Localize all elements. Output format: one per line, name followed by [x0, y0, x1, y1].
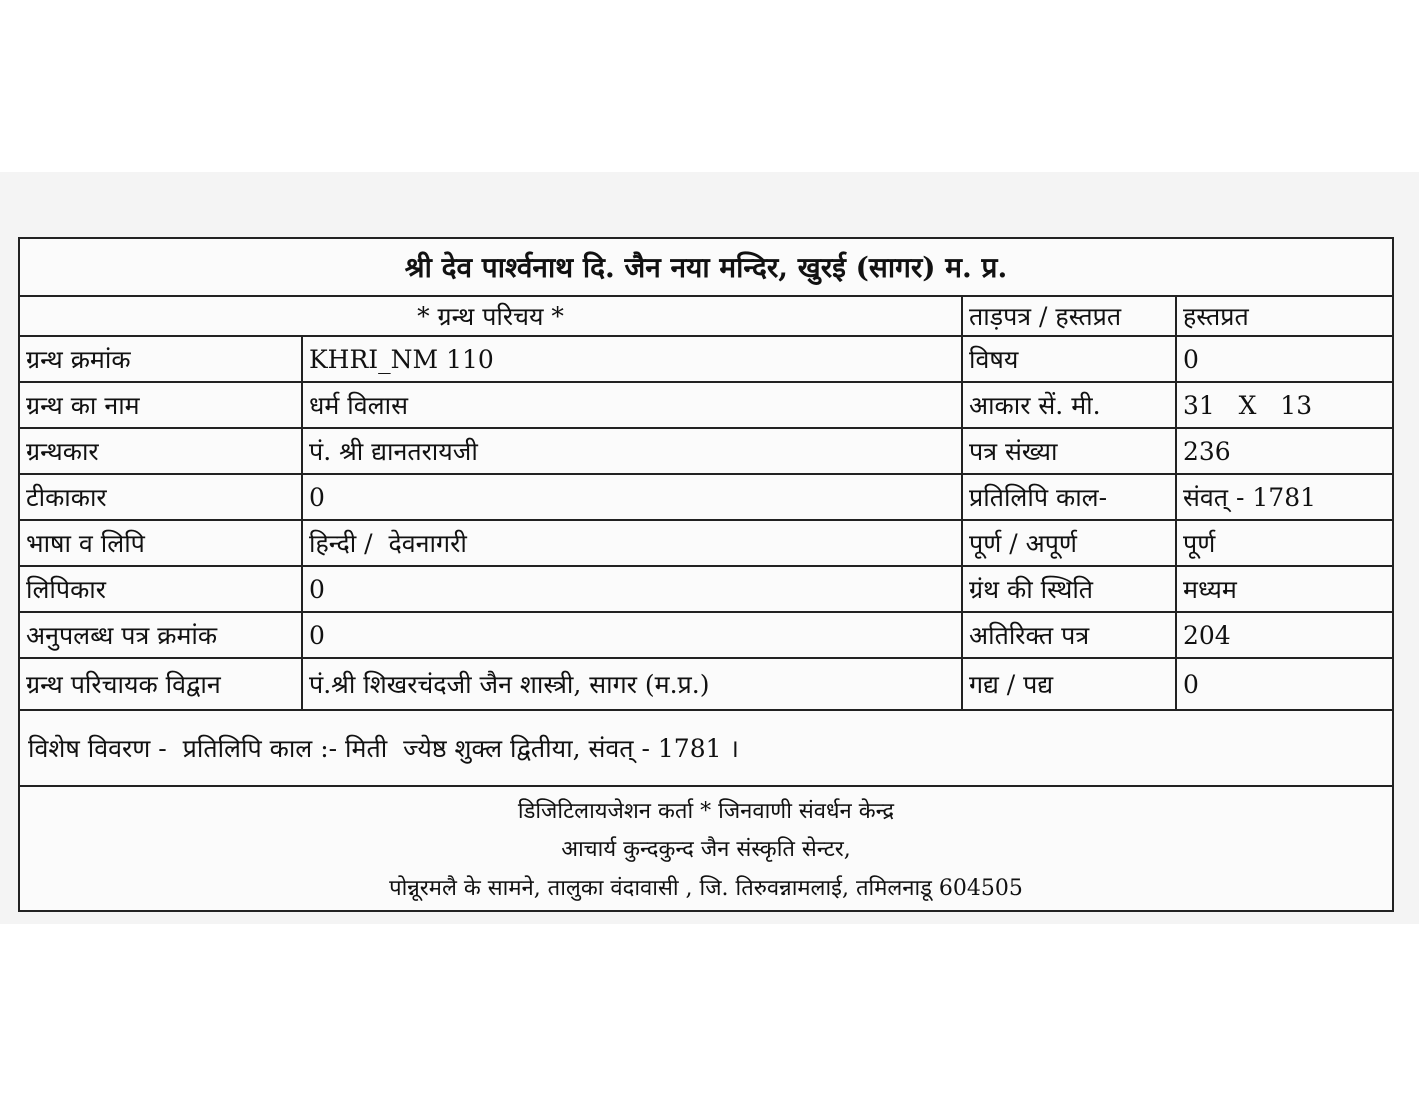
field-label: लिपिकार [20, 567, 303, 611]
type-value: हस्तप्रत [1183, 301, 1249, 331]
field-label-2: गद्य / पद्य [963, 659, 1177, 709]
field-value: 0 [303, 475, 963, 519]
field-value: पं. श्री द्यानतरायजी [303, 429, 963, 473]
temple-title: श्री देव पार्श्वनाथ दि. जैन नया मन्दिर, खुरई (सागर) म. प्र. [404, 251, 1008, 284]
field-value-2: 0 [1183, 344, 1199, 374]
field-label-2: अतिरिक्त पत्र [963, 613, 1177, 657]
table-row [20, 521, 1392, 567]
field-label-2: ग्रंथ की स्थिति [963, 567, 1177, 611]
field-value-2: पूर्ण [1183, 528, 1216, 558]
footer-line: डिजिटिलायजेशन कर्ता * जिनवाणी संवर्धन केन्द्र [517, 799, 895, 825]
field-value: 0 [303, 613, 963, 657]
special-remarks: विशेष विवरण - प्रतिलिपि काल :- मिती ज्येष्ठ शुक्ल द्वितीया, संवत् - 1781 । [28, 734, 739, 763]
field-label-2: विषय [963, 337, 1177, 381]
field-value-2: 31 X 13 [1183, 390, 1313, 420]
field-value: धर्म विलास [303, 383, 963, 427]
field-value-2: 0 [1183, 669, 1199, 699]
table-row [20, 429, 1392, 475]
footer-line: आचार्य कुन्दकुन्द जैन संस्कृति सेन्टर, [561, 837, 851, 863]
field-label-2: पूर्ण / अपूर्ण [963, 521, 1177, 565]
field-label: ग्रन्थ क्रमांक [20, 337, 303, 381]
field-value-2: मध्यम [1183, 574, 1237, 604]
table-row [20, 567, 1392, 613]
field-value-2: 236 [1183, 436, 1231, 466]
table-row [20, 475, 1392, 521]
field-value-2: 204 [1183, 620, 1231, 650]
manuscript-info-card [18, 237, 1394, 912]
footer-line: पोन्नूरमलै के सामने, तालुका वंदावासी , जि. तिरुवन्नामलाई, तमिलनाडू 604505 [389, 875, 1023, 901]
remarks-row [20, 711, 1392, 787]
table-row [20, 613, 1392, 659]
field-label-2: प्रतिलिपि काल- [963, 475, 1177, 519]
field-label-2: पत्र संख्या [963, 429, 1177, 473]
field-label: ग्रन्थ का नाम [20, 383, 303, 427]
field-value: पं.श्री शिखरचंदजी जैन शास्त्री, सागर (म.प्र.) [303, 659, 963, 709]
digitization-footer [20, 787, 1392, 910]
field-value: हिन्दी / देवनागरी [303, 521, 963, 565]
table-row [20, 337, 1392, 383]
section-heading: * ग्रन्थ परिचय * [20, 297, 963, 335]
field-label: भाषा व लिपि [20, 521, 303, 565]
title-row [20, 239, 1392, 297]
field-value: 0 [303, 567, 963, 611]
field-label: ग्रन्थकार [20, 429, 303, 473]
table-row [20, 383, 1392, 429]
table-row [20, 659, 1392, 711]
field-label: टीकाकार [20, 475, 303, 519]
type-label: ताड़पत्र / हस्तप्रत [963, 297, 1177, 335]
field-label: ग्रन्थ परिचायक विद्वान [20, 659, 303, 709]
header-row [20, 297, 1392, 337]
field-value: KHRI_NM 110 [303, 337, 963, 381]
field-label: अनुपलब्ध पत्र क्रमांक [20, 613, 303, 657]
field-label-2: आकार सें. मी. [963, 383, 1177, 427]
field-value-2: संवत् - 1781 [1183, 482, 1317, 512]
